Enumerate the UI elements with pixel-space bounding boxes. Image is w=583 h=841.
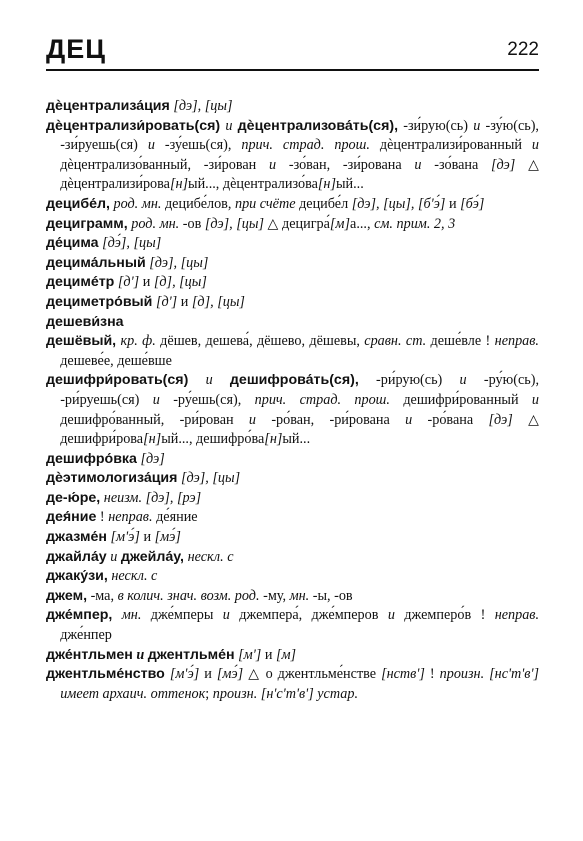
headword: децима́льный	[46, 254, 146, 271]
headword: дешеви́зна	[46, 313, 124, 330]
entry-note: произн. [нсʹтʹвʹ] имеет архаич. оттенок	[60, 666, 540, 702]
entry-text: △ дѐцентрализи́рова	[60, 156, 539, 193]
headword: де-ю́ре,	[46, 489, 101, 506]
entry-note: и	[405, 411, 413, 428]
entry-note: [дэ́], [цы]	[102, 235, 162, 252]
entry-note: [дʹ]	[117, 274, 140, 291]
headword: дешёвый,	[46, 333, 117, 350]
entry-note: и	[110, 548, 118, 565]
entry-text: дже́мперы	[141, 607, 223, 624]
entry-text: -зо́ван, -зи́рована	[276, 156, 415, 173]
entry-note: [мʹ]	[238, 646, 262, 663]
header-rule	[46, 69, 539, 71]
entry-note: и	[152, 391, 160, 408]
entry-text: дешеве́е, деше́вше	[60, 352, 172, 369]
entry-note: нескл. с	[187, 548, 234, 565]
entry-note: [мʹэ́]	[169, 666, 200, 683]
headword: де́цима	[46, 235, 99, 252]
entry-text: ый..., дѐцентрализо́ва	[188, 176, 318, 193]
entry-text: де́яние	[152, 509, 198, 526]
headword: джазме́н	[46, 529, 107, 546]
entry-note: [нствʹ]	[381, 666, 425, 683]
page-number: 222	[507, 39, 539, 60]
headword: дешифри́ровать(ся)	[46, 372, 189, 389]
running-head: ДЕЦ	[46, 34, 106, 64]
headword: дешифрова́ть(ся),	[229, 372, 359, 389]
entry-note: [н]	[169, 176, 189, 193]
entry-note: произн. [нʹсʹтʹвʹ] устар.	[212, 685, 359, 702]
dictionary-entry	[46, 567, 539, 587]
page-header	[46, 34, 539, 74]
headword: дѐцентрализа́ция	[46, 98, 170, 114]
entry-text: и	[139, 529, 155, 546]
entry-note: и	[136, 646, 145, 663]
entry-note: [м]	[329, 215, 351, 232]
entry-text: -ро́ван, -ри́рована	[256, 411, 406, 428]
entry-note: и	[147, 137, 155, 154]
entry-note: и	[205, 372, 213, 389]
entry-text: и	[199, 666, 217, 683]
headword: джаку́зи,	[46, 568, 108, 585]
entry-text: ый...	[335, 176, 364, 193]
entry-text: дешифро́ванный, -ри́рован	[60, 411, 249, 428]
headword: дѐцентрализова́ть(ся),	[237, 117, 399, 134]
headword: джентльме́н	[147, 646, 235, 663]
dictionary-entry	[46, 665, 539, 704]
entry-text: -зу́ешь(ся),	[154, 137, 242, 154]
entry-text: ый..., дешифро́ва	[161, 431, 265, 448]
entry-note: [дэ], [цы]	[173, 98, 233, 114]
entry-text: и	[139, 274, 154, 291]
dictionary-entry	[46, 254, 539, 274]
entry-text: дѐцентрализо́ванный, -зи́рован	[60, 156, 270, 173]
entry-note: см. прим. 2, 3	[374, 215, 456, 232]
dictionary-entry	[46, 97, 539, 117]
entry-note: и	[531, 391, 539, 408]
entry-note: сравн. ст.	[364, 333, 427, 350]
entry-note: [дэ], [цы]	[149, 254, 209, 271]
dictionary-entry	[46, 117, 539, 195]
entry-note: [дэ]	[140, 450, 165, 467]
entry-text: -ру́ю(сь), -ри́руешь(ся)	[60, 372, 539, 408]
entry-text: -му,	[259, 587, 290, 604]
dictionary-entry	[46, 489, 539, 509]
entry-note: и	[225, 117, 233, 134]
entry-note: и	[269, 156, 277, 173]
entry-note: и	[248, 411, 256, 428]
entry-text: △ о джентльме́нстве	[243, 666, 382, 683]
entry-note: [дэ], [рэ]	[145, 489, 202, 506]
entry-text: джемперо́в !	[394, 607, 495, 624]
dictionary-entry	[46, 528, 539, 548]
dictionary-entry	[46, 313, 539, 333]
entry-note: [дэ], [цы], [бʹэ́]	[351, 195, 446, 212]
entry-text: -ов	[179, 215, 205, 232]
entry-text: дѐцентрализи́рованный	[369, 137, 532, 154]
headword: дея́ние	[46, 509, 97, 526]
headword: дѐцентрализи́ровать(ся)	[46, 117, 221, 134]
entry-text: -ы, -ов	[309, 587, 353, 604]
entry-text: дже́нпер	[60, 627, 112, 644]
headword: дециметро́вый	[46, 293, 153, 310]
entry-text: !	[424, 666, 440, 683]
entry-text	[213, 372, 230, 388]
entry-text: -зо́вана	[421, 156, 492, 173]
entry-note: род. мн.	[131, 215, 180, 232]
dictionary-entry	[46, 508, 539, 528]
dictionary-entry	[46, 215, 539, 235]
dictionary-entry	[46, 450, 539, 470]
entry-text: -ро́вана	[412, 411, 489, 428]
entry-note: нескл. с	[111, 568, 158, 585]
entry-text: и	[261, 646, 276, 663]
dictionary-entry	[46, 332, 539, 371]
entry-note: [мэ́]	[216, 666, 244, 683]
dictionary-entry	[46, 606, 539, 645]
dictionary-entry	[46, 234, 539, 254]
entry-note: [бэ́]	[460, 195, 485, 212]
dictionary-entry	[46, 548, 539, 568]
entry-note: [дэ]	[491, 156, 516, 173]
entry-text	[112, 607, 121, 623]
entry-note: при счёте	[234, 195, 296, 212]
headword: дже́нтльмен	[46, 646, 133, 663]
headword: децимéтр	[46, 274, 115, 291]
entry-note: кр. ф.	[120, 333, 156, 350]
entry-note: и	[414, 156, 422, 173]
entry-note: род. мн.	[113, 195, 162, 212]
entry-text: ;	[205, 685, 213, 702]
entry-note: [м]	[275, 646, 297, 663]
headword: джейла́у,	[120, 548, 185, 565]
entry-note: [н]	[264, 431, 283, 448]
headword: дѐэтимологиза́ция	[46, 470, 178, 487]
entry-note: [дʹ]	[155, 293, 178, 310]
entry-text: дешифри́рованный	[389, 391, 532, 408]
entry-text: △ децигра́	[263, 215, 330, 232]
dictionary-entry	[46, 273, 539, 293]
entry-text: децибе́лов,	[161, 195, 235, 212]
headword: дже́мпер,	[46, 607, 113, 624]
entry-text: -зу́ю(сь), -зи́руешь(ся)	[60, 117, 539, 154]
entry-note: [н]	[143, 431, 162, 448]
dictionary-entry	[46, 469, 539, 489]
entry-note: и	[459, 372, 467, 389]
entry-text: -зи́рую(сь)	[398, 117, 474, 134]
entry-note: [дэ], [цы]	[180, 470, 241, 487]
entry-note: [мʹэ́]	[110, 529, 140, 546]
entry-text: и	[445, 195, 461, 212]
entry-note: и	[531, 137, 540, 154]
dictionary-entry	[46, 646, 539, 666]
entry-text: -ру́ешь(ся),	[159, 391, 255, 408]
entry-note: и	[222, 607, 230, 624]
entry-note: и	[473, 117, 481, 134]
headword: джайла́у	[46, 548, 107, 565]
entry-note: прич. страд. прош.	[241, 137, 370, 154]
entry-text: джемпера́, дже́мперов	[229, 607, 388, 624]
entry-note: [дэ], [цы]	[204, 215, 264, 232]
entry-note: [н]	[317, 176, 336, 193]
dictionary-entry	[46, 293, 539, 313]
headword: дешифро́вка	[46, 450, 137, 467]
headword: джем,	[46, 587, 88, 604]
entry-note: [мэ́]	[154, 529, 181, 546]
entry-note: мн.	[121, 607, 142, 624]
entry-note: неправ.	[108, 509, 153, 526]
entry-note: [д], [цы]	[191, 293, 245, 310]
entry-note: неизм.	[103, 489, 143, 506]
dictionary-entry	[46, 587, 539, 607]
entry-note: мн.	[289, 587, 310, 604]
entry-text	[188, 372, 205, 388]
entry-text: а...,	[350, 215, 375, 232]
dictionary-entry	[46, 371, 539, 449]
entry-text: и	[177, 293, 192, 310]
entry-text: ый...	[282, 431, 311, 448]
entry-note: прич. страд. прош.	[254, 391, 390, 408]
entry-note: в колич. знач. возм. род.	[117, 587, 260, 604]
entry-note: [дэ]	[488, 411, 513, 428]
entry-note: неправ.	[494, 607, 540, 624]
entry-text: децибе́л	[295, 195, 352, 212]
entry-note: неправ.	[494, 333, 539, 350]
headword: джентльме́нство	[46, 666, 165, 683]
entry-text: !	[96, 509, 109, 526]
entry-text: -ри́рую(сь)	[358, 372, 460, 389]
dictionary-entry	[46, 195, 539, 215]
entry-text: дёшев, дешева́, дёшево, дёшевы,	[155, 333, 365, 350]
entry-note: [д], [цы]	[153, 274, 207, 291]
entry-text: -ма,	[87, 587, 118, 604]
headword: дециграмм,	[46, 215, 128, 232]
entry-text: деше́вле !	[426, 333, 495, 350]
dictionary-entries	[46, 97, 539, 704]
entry-text: △ дешифри́рова	[60, 411, 539, 448]
entry-note: и	[387, 607, 395, 624]
headword: децибе́л,	[46, 195, 110, 212]
